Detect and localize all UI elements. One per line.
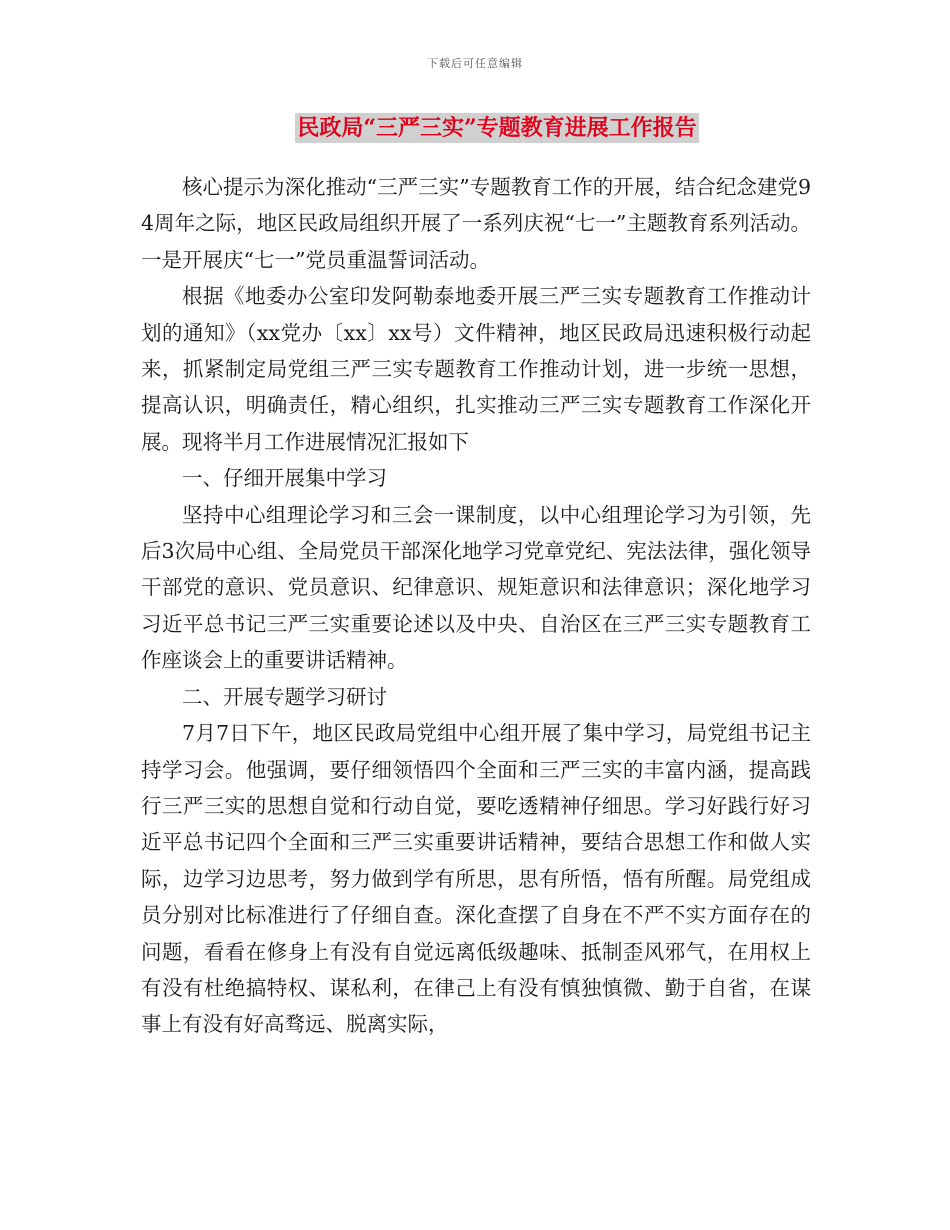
document-title: 民政局“三严三实”专题教育进展工作报告 [297, 115, 697, 141]
paragraph-intro: 核心提示为深化推动“三严三实”专题教育工作的开展，结合纪念建党94周年之际，地区民政局组织开展了一系列庆祝“七一”主题教育系列活动。一是开展庆“七一”党员重温誓词活动。 [141, 175, 811, 272]
section-heading-2: 二、开展专题学习研讨 [182, 684, 387, 709]
paragraph-section-1: 坚持中心组理论学习和三会一课制度，以中心组理论学习为引领，先后3次局中心组、全局党员干部深化地学习党章党纪、宪法法律，强化领导干部党的意识、党员意识、纪律意识、规矩意识和法律意识；深化地学习习近平总书记三严三实重要论述以及中央、自治区在三严三实专题教育工作座谈会上的重要讲话精神。 [141, 502, 811, 673]
header-note: 下载后可任意编辑 [427, 57, 523, 70]
paragraph-basis: 根据《地委办公室印发阿勒泰地委开展三严三实专题教育工作推动计划的通知》（xx党办〔xx〕xx号）文件精神，地区民政局迅速积极行动起来，抓紧制定局党组三严三实专题教育工作推动计划，进一步统一思想，提高认识，明确责任，精心组织，扎实推动三严三实专题教育工作深化开展。现将半月工作进展情况汇报如下 [141, 284, 811, 454]
title-wrap [0, 113, 950, 143]
paragraph-section-2: 7月7日下午，地区民政局党组中心组开展了集中学习，局党组书记主持学习会。他强调，要仔细领悟四个全面和三严三实的丰富内涵，提高践行三严三实的思想自觉和行动自觉，要吃透精神仔细思。学习好践行好习近平总书记四个全面和三严三实重要讲话精神，要结合思想工作和做人实际，边学习边思考，努力做到学有所思，思有所悟，悟有所醒。局党组成员分别对比标准进行了仔细自查。深化查摆了自身在不严不实方面存在的问题，看看在修身上有没有自觉远离低级趣味、抵制歪风邪气，在用权上有没有杜绝搞特权、谋私利，在律己上有没有慎独慎微、勤于自省，在谋事上有没有好高骛远、脱离实际， [141, 721, 811, 1037]
document-body [141, 169, 811, 1043]
section-heading-1: 一、仔细开展集中学习 [182, 466, 387, 491]
